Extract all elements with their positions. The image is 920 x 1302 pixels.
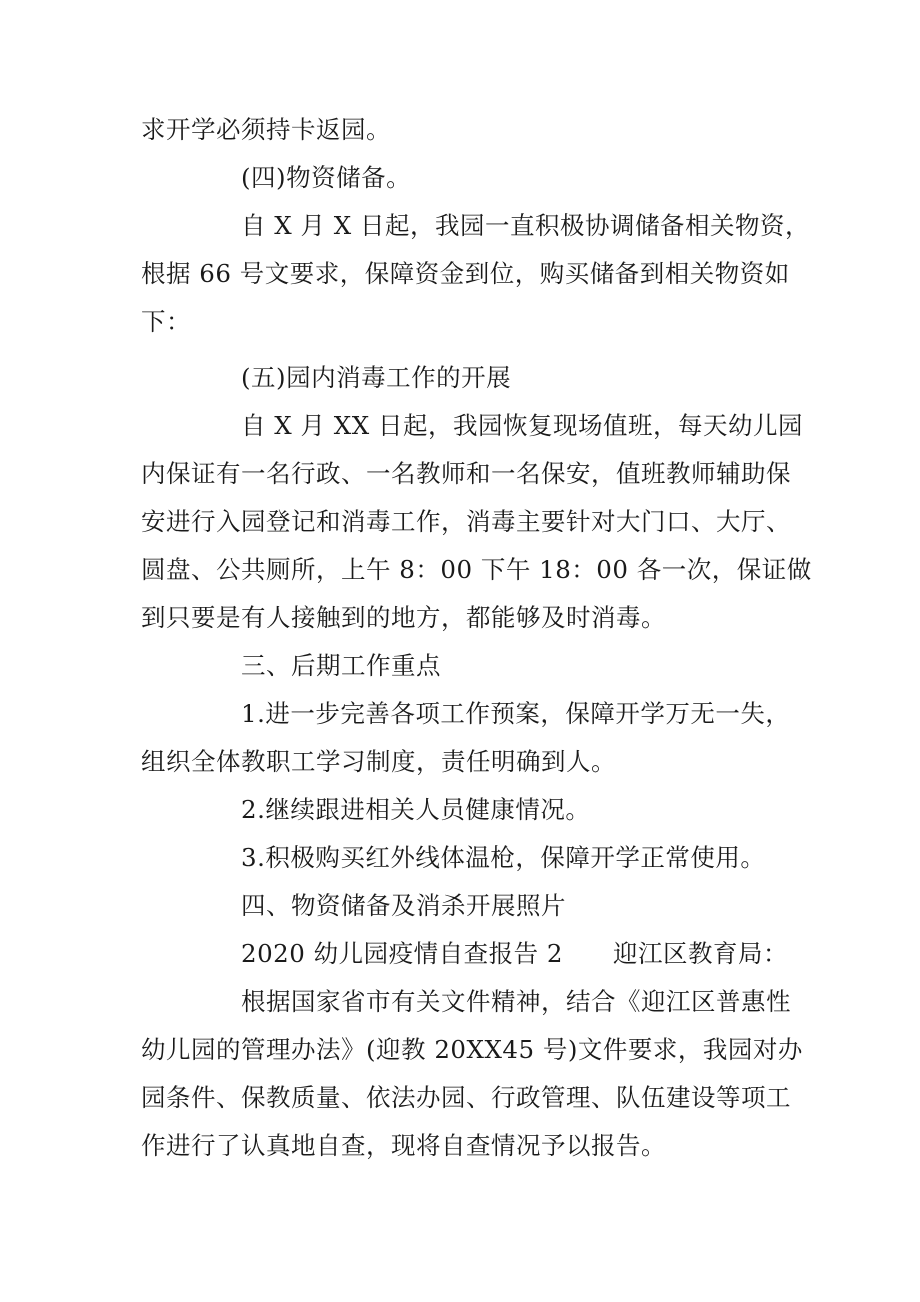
text-line: 组织全体教职工学习制度，责任明确到人。: [141, 747, 616, 776]
text-line: 到只要是有人接触到的地方，都能够及时消毒。: [141, 603, 666, 632]
text-line: 根据国家省市有关文件精神，结合《迎江区普惠性: [241, 987, 791, 1016]
section-heading: 四、物资储备及消杀开展照片: [241, 891, 566, 920]
text-line: 自 X 月 X 日起，我园一直积极协调储备相关物资，: [241, 211, 811, 240]
text-line: 作进行了认真地自查，现将自查情况予以报告。: [141, 1131, 666, 1160]
text-line: 幼儿园的管理办法》(迎教 20XX45 号)文件要求，我园对办: [141, 1035, 803, 1064]
report-addressee: 迎江区教育局：: [613, 939, 789, 968]
text-line: 内保证有一名行政、一名教师和一名保安，值班教师辅助保: [141, 459, 791, 488]
section-heading: (五)园内消毒工作的开展: [241, 363, 512, 392]
text-line: 求开学必须持卡返园。: [141, 115, 391, 144]
report-title: 2020 幼儿园疫情自查报告 2: [241, 939, 564, 968]
list-item: 2.继续跟进相关人员健康情况。: [241, 795, 591, 824]
text-line: 安进行入园登记和消毒工作，消毒主要针对大门口、大厅、: [141, 507, 791, 536]
text-line: 根据 66 号文要求，保障资金到位，购买储备到相关物资如: [141, 259, 790, 288]
text-line: 园条件、保教质量、依法办园、行政管理、队伍建设等项工: [141, 1083, 791, 1112]
text-line: 圆盘、公共厕所，上午 8：00 下午 18：00 各一次，保证做: [141, 555, 812, 584]
text-line: 下：: [141, 307, 191, 336]
section-heading: 三、后期工作重点: [241, 651, 441, 680]
report-title-line: [241, 934, 788, 974]
text-line: 自 X 月 XX 日起，我园恢复现场值班，每天幼儿园: [241, 411, 803, 440]
list-item: 3.积极购买红外线体温枪，保障开学正常使用。: [241, 843, 766, 872]
list-item: 1.进一步完善各项工作预案，保障开学万无一失，: [241, 699, 791, 728]
section-heading: (四)物资储备。: [241, 163, 412, 192]
